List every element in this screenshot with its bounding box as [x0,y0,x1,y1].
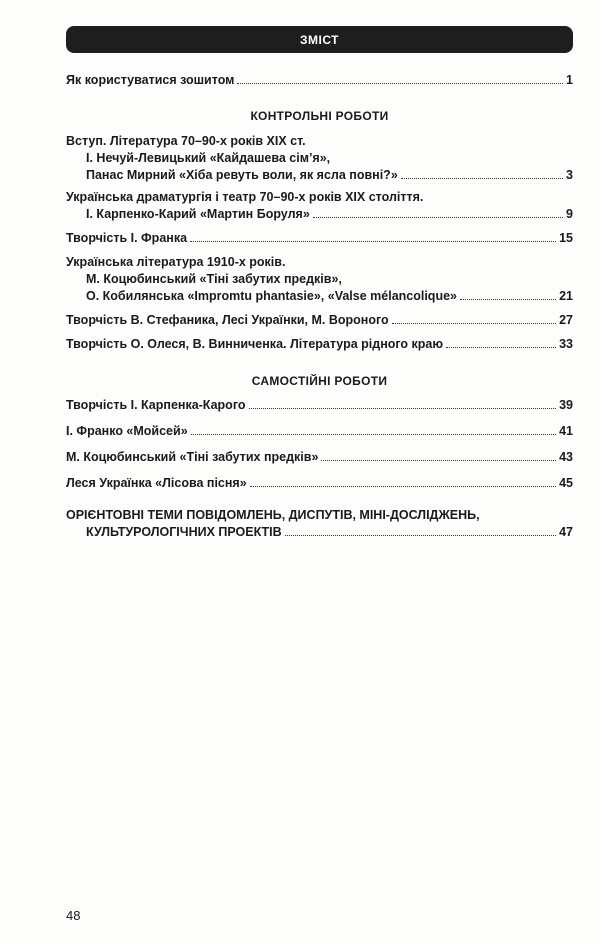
table-of-contents [66,72,573,541]
toc-entry[interactable] [66,423,573,440]
toc-entry-line: ОРІЄНТОВНІ ТЕМИ ПОВІДОМЛЕНЬ, ДИСПУТІВ, МІНІ-ДОСЛІДЖЕНЬ, [66,508,480,522]
toc-page-number: 47 [559,525,573,539]
toc-entry-text: Творчість І. Карпенка-Карого [66,398,246,412]
toc-entry[interactable] [66,449,573,466]
section-title-independent: САМОСТІЙНІ РОБОТИ [251,374,388,388]
toc-entry[interactable] [66,397,573,414]
toc-page-number: 15 [559,231,573,245]
section-title-control: КОНТРОЛЬНІ РОБОТИ [250,109,389,123]
toc-page-number: 43 [559,450,573,464]
contents-title: ЗМІСТ [299,32,340,47]
toc-entry-line: І. Карпенко-Карий «Мартин Боруля» [86,207,310,221]
contents-header [66,26,573,53]
toc-entry-text: Як користуватися зошитом [66,73,235,87]
toc-entry[interactable] [66,254,573,305]
toc-entry-line: Творчість В. Стефаника, Лесі Українки, М. Вороного [66,313,389,327]
toc-entry-line: Панас Мирний «Хіба ревуть воли, як ясла повні?» [86,168,398,182]
dot-leader [460,299,556,300]
toc-page-number: 41 [559,424,573,438]
toc-entry-line: Українська драматургія і театр 70–90-х років ХІХ століття. [66,190,424,204]
toc-entry[interactable] [66,312,573,329]
dot-leader [313,217,563,218]
toc-page-number: 27 [559,313,573,327]
dot-leader [191,434,556,435]
toc-entry[interactable] [66,189,573,223]
dot-leader [237,83,563,84]
toc-page-number: 45 [559,476,573,490]
toc-entry[interactable] [66,475,573,492]
toc-entry-line: І. Нечуй-Левицький «Кайдашева сім’я», [86,151,331,165]
toc-entry-line: Творчість О. Олеся, В. Винниченка. Література рідного краю [66,337,444,351]
dot-leader [321,460,556,461]
page-number: 48 [66,908,81,923]
toc-entry-intro[interactable] [66,72,573,89]
toc-page-number: 1 [566,73,573,87]
toc-entry-line: О. Кобилянська «Impromtu phantasie», «Valse mélancolique» [86,289,457,303]
dot-leader [285,535,556,536]
toc-page-number: 9 [566,207,573,221]
toc-entry-line: Українська література 1910-х років. [66,255,286,269]
toc-entry-text: І. Франко «Мойсей» [66,424,188,438]
toc-entry[interactable] [66,336,573,353]
toc-entry-themes[interactable] [66,507,573,541]
toc-page-number: 3 [566,168,573,182]
toc-entry-text: Леся Українка «Лісова пісня» [66,476,247,490]
dot-leader [401,178,563,179]
toc-page-number: 39 [559,398,573,412]
dot-leader [190,241,556,242]
toc-entry-line: Вступ. Література 70–90-х років ХІХ ст. [66,134,306,148]
dot-leader [392,323,556,324]
dot-leader [249,408,557,409]
toc-entry-line: М. Коцюбинський «Тіні забутих предків», [86,272,342,286]
toc-entry-line: КУЛЬТУРОЛОГІЧНИХ ПРОЕКТІВ [86,525,282,539]
toc-entry-text: М. Коцюбинський «Тіні забутих предків» [66,450,319,464]
toc-entry-line: Творчість І. Франка [66,231,188,245]
toc-entry[interactable] [66,230,573,247]
toc-page-number: 33 [559,337,573,351]
dot-leader [446,347,556,348]
dot-leader [250,486,556,487]
toc-entry[interactable] [66,133,573,184]
toc-page-number: 21 [559,289,573,303]
